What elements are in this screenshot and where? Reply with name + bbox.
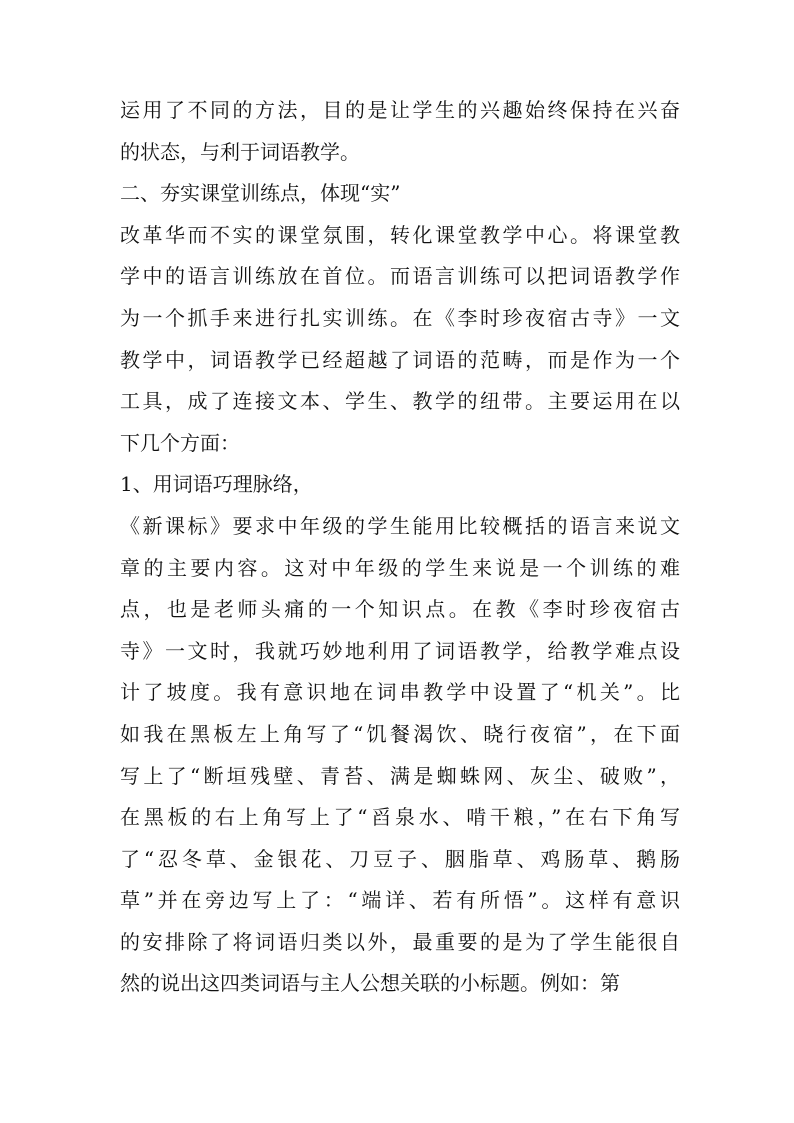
text-line: 章的主要内容。这对中年级的学生来说是一个训练的难 [120,555,680,580]
text-line: 草”并在旁边写上了：“端详、若有所悟”。这样有意识 [120,888,680,913]
subsection-heading: 1、用词语巧理脉络， [120,472,313,497]
text-line: 工具，成了连接文本、学生、教学的纽带。主要运用在以 [120,389,680,414]
text-line: 在黑板的右上角写上了“舀泉水、啃干粮，”在右下角写 [120,805,680,830]
text-line: 然的说出这四类词语与主人公想关联的小标题。例如：第 [120,971,620,996]
text-line: 了“忍冬草、金银花、刀豆子、胭脂草、鸡肠草、鹅肠 [120,846,680,871]
text-line: 改革华而不实的课堂氛围，转化课堂教学中心。将课堂教 [120,222,680,247]
text-line: 的状态，与利于词语教学。 [120,139,360,164]
text-line: 下几个方面： [120,430,240,455]
text-line: 寺》一文时，我就巧妙地利用了词语教学，给教学难点设 [120,638,680,663]
text-line: 计了坡度。我有意识地在词串教学中设置了“机关”。比 [120,680,680,705]
text-line: 为一个抓手来进行扎实训练。在《李时珍夜宿古寺》一文 [120,305,680,330]
text-line: 运用了不同的方法，目的是让学生的兴趣始终保持在兴奋 [120,98,680,122]
section-heading: 二、夯实课堂训练点，体现“实” [120,181,401,206]
text-line: 《新课标》要求中年级的学生能用比较概括的语言来说文 [120,513,680,538]
text-line: 学中的语言训练放在首位。而语言训练可以把词语教学作 [120,264,680,289]
document-body [120,90,680,1005]
text-line: 写上了“断垣残壁、青苔、满是蜘蛛网、灰尘、破败”， [120,763,680,788]
text-line: 如我在黑板左上角写了“饥餐渴饮、晓行夜宿”，在下面 [120,721,680,746]
text-line: 点，也是老师头痛的一个知识点。在教《李时珍夜宿古 [120,597,680,622]
text-line: 的安排除了将词语归类以外，最重要的是为了学生能很自 [120,929,680,954]
text-line: 教学中，词语教学已经超越了词语的范畴，而是作为一个 [120,347,680,372]
